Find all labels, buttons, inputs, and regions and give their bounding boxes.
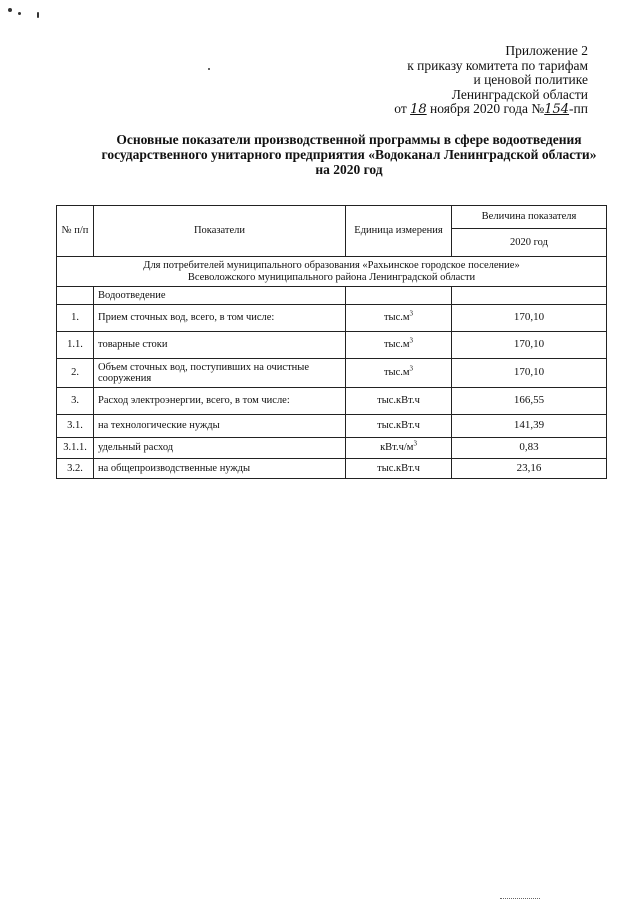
annex-line-2: к приказу комитета по тарифам [407,57,588,73]
row-unit [346,459,452,479]
indicators-table [56,205,607,479]
row-unit [346,359,452,388]
table-row [57,332,607,359]
section-value [452,287,607,305]
row-value: 23,16 [452,459,607,479]
row-num: 1.1. [57,332,94,359]
row-num: 1. [57,305,94,332]
row-value: 166,55 [452,388,607,415]
section-unit [346,287,452,305]
annex-block [394,44,588,118]
scan-speck [8,8,12,12]
order-day: 18 [410,102,427,118]
consumer-group-line-2: Всеволожского муниципального района Ленинградской области [187,271,476,283]
title-line-1: Основные показатели производственной программы в сфере водоотведения [116,132,582,147]
header-year: 2020 год [452,229,607,257]
row-indicator: на технологические нужды [94,415,346,438]
row-value: 141,39 [452,415,607,438]
title-line-2: государственного унитарного предприятия «Водоканал Ленинградской области» [101,147,597,162]
scan-speck [37,12,39,18]
table-row [57,359,607,388]
unit-base: тыс.кВт.ч [377,395,420,407]
row-value: 170,10 [452,305,607,332]
scan-speck [208,68,210,70]
unit-base: кВт.ч/м [380,442,414,454]
unit-sup: 3 [409,309,414,318]
row-value: 0,83 [452,438,607,459]
row-indicator: товарные стоки [94,332,346,359]
order-number: 154 [544,102,570,118]
annex-line-1: Приложение 2 [505,43,588,58]
scan-mark [500,898,540,901]
row-unit [346,388,452,415]
unit-sup: 3 [409,364,414,373]
section-label: Водоотведение [94,287,346,305]
row-indicator: Расход электроэнергии, всего, в том числе: [94,388,346,415]
header-num: № п/п [57,206,94,257]
row-num: 2. [57,359,94,388]
section-num [57,287,94,305]
consumer-group-line-1: Для потребителей муниципального образования «Рахьинское городское поселение» [143,260,520,271]
table-row [57,305,607,332]
order-suffix: -пп [569,101,588,117]
table-row [57,438,607,459]
table-row [57,415,607,438]
row-indicator: удельный расход [94,438,346,459]
consumer-group-row [57,257,607,287]
header-row [57,206,607,229]
title-line-3: на 2020 год [315,162,383,177]
unit-sup: 3 [413,439,417,448]
row-indicator: на общепроизводственные нужды [94,459,346,479]
row-unit [346,415,452,438]
unit-sup: 3 [409,336,414,345]
header-indicator: Показатели [94,206,346,257]
header-value-group: Величина показателя [452,206,607,229]
unit-base: тыс.м [383,367,410,379]
row-num: 3.1. [57,415,94,438]
row-unit [346,332,452,359]
table-row [57,388,607,415]
section-row [57,287,607,305]
table-row [57,459,607,479]
row-indicator: Объем сточных вод, поступивших на очистные сооружения [94,359,346,388]
unit-base: тыс.м [383,312,410,324]
row-num: 3. [57,388,94,415]
unit-base: тыс.кВт.ч [377,420,420,432]
annex-line-4: Ленинградской области [451,86,588,102]
row-value: 170,10 [452,332,607,359]
row-unit [346,305,452,332]
date-middle: ноября 2020 года № [430,101,545,117]
row-num: 3.1.1. [57,438,94,459]
annex-line-3: и ценовой политике [473,72,588,88]
row-value: 170,10 [452,359,607,388]
header-unit: Единица измерения [346,206,452,257]
consumer-group-cell [57,257,607,287]
row-indicator: Прием сточных вод, всего, в том числе: [94,305,346,332]
row-unit [346,438,452,459]
document-title [96,132,602,177]
unit-base: тыс.кВт.ч [377,462,420,474]
order-date-line [394,102,588,118]
unit-base: тыс.м [383,339,410,351]
row-num: 3.2. [57,459,94,479]
scan-speck [18,12,21,15]
date-prefix: от [394,101,407,117]
